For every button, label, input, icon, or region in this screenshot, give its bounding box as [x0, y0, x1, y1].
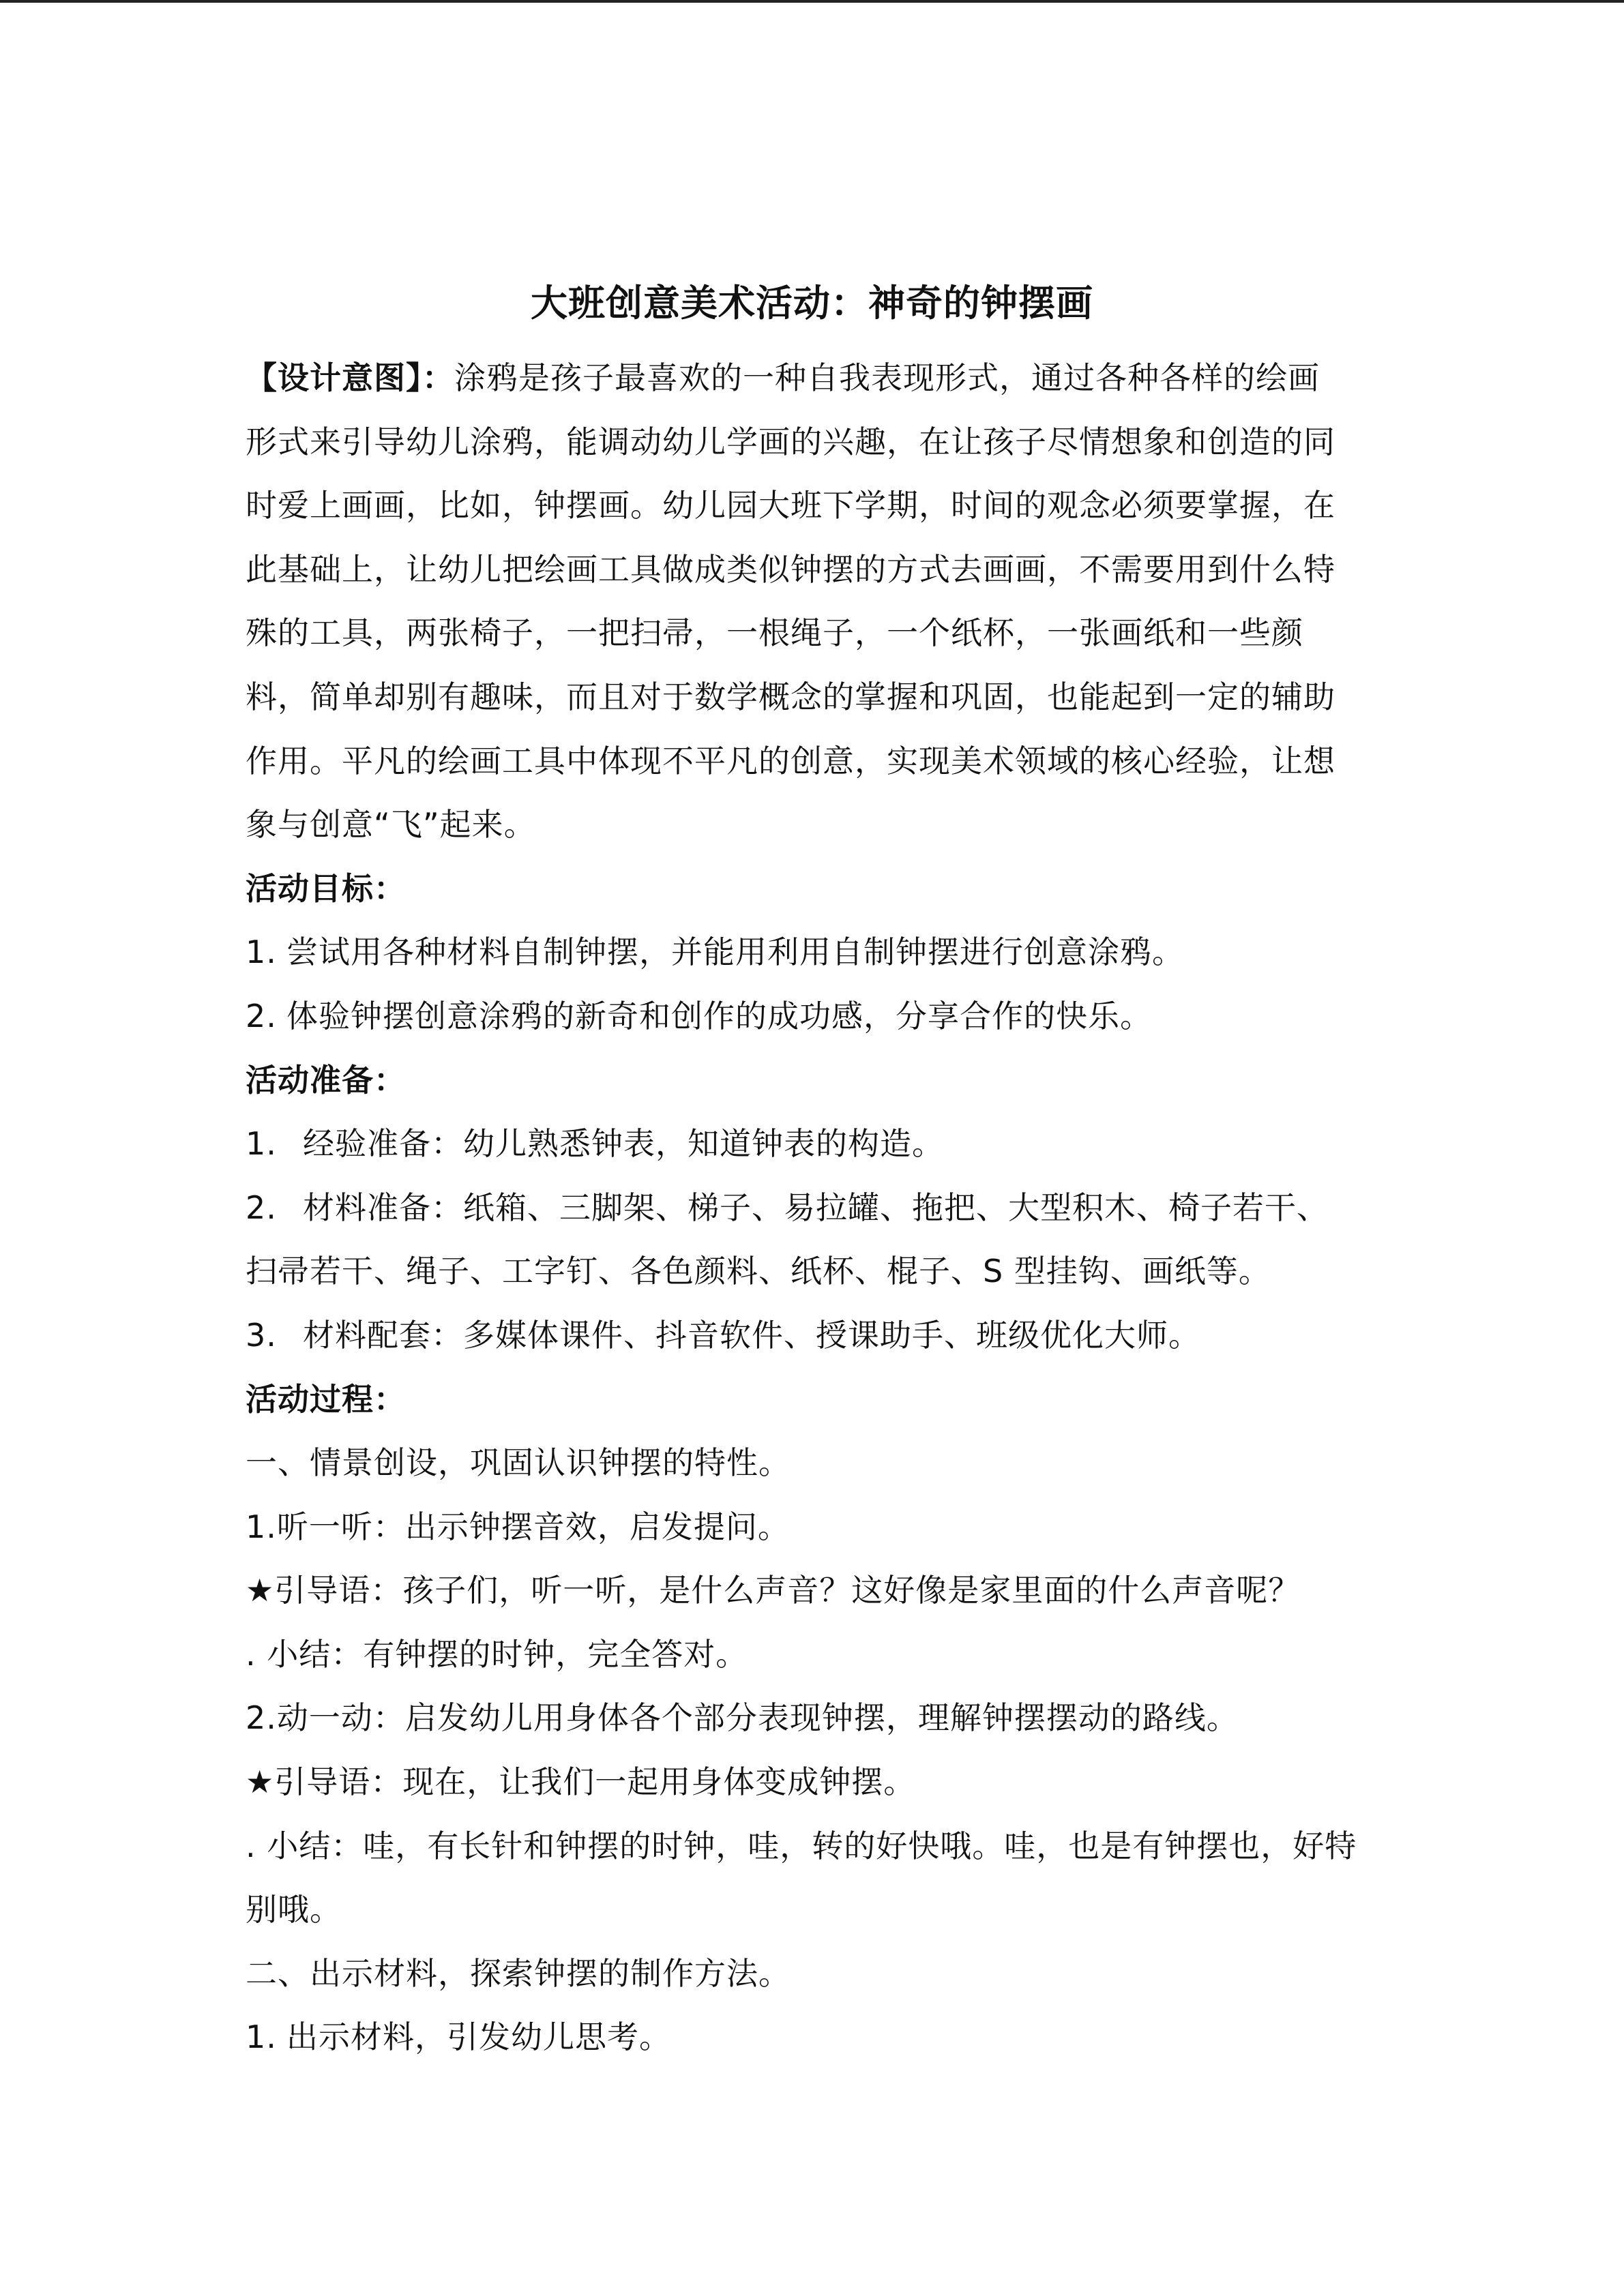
- process-line: 1.听一听：出示钟摆音效，启发提问。: [246, 1508, 790, 1545]
- process-line: 二、出示材料，探索钟摆的制作方法。: [246, 1954, 791, 1992]
- prep-item: [246, 1176, 1381, 1240]
- goals-heading: 活动目标：: [246, 869, 406, 907]
- goal-item: [246, 985, 1381, 1049]
- intent-line: 时爱上画画，比如，钟摆画。幼儿园大班下学期，时间的观念必须要掌握，在: [246, 487, 1335, 524]
- prep-text: 经验准备：幼儿熟悉钟表，知道钟表的构造。: [303, 1125, 944, 1163]
- process-line: . 小结：有钟摆的时钟，完全答对。: [246, 1635, 748, 1673]
- intent-label: 【设计意图】：: [246, 359, 454, 396]
- intent-line: 此基础上，让幼儿把绘画工具做成类似钟摆的方式去画画，不需要用到什么特: [246, 550, 1335, 588]
- process-line: ★引导语：孩子们，听一听，是什么声音？这好像是家里面的什么声音呢？: [246, 1572, 1301, 1609]
- prep-number: 3.: [246, 1316, 277, 1354]
- intent-line: 殊的工具，两张椅子，一把扫帚，一根绳子，一个纸杯，一张画纸和一些颜: [246, 614, 1303, 652]
- process-line: 一、情景创设，巩固认识钟摆的特性。: [246, 1444, 791, 1482]
- prep-item: [246, 1112, 1381, 1176]
- prep-item: [246, 1304, 1381, 1368]
- goal-text: 体验钟摆创意涂鸦的新奇和创作的成功感，分享合作的快乐。: [286, 997, 1152, 1034]
- process-line: 2.动一动：启发幼儿用身体各个部分表现钟摆，理解钟摆摆动的路线。: [246, 1699, 1239, 1737]
- prep-text: 材料配套：多媒体课件、抖音软件、授课助手、班级优化大师。: [303, 1316, 1200, 1354]
- prep-number: 1.: [246, 1125, 277, 1163]
- intent-line: 象与创意“飞”起来。: [246, 806, 536, 844]
- prep-item-continued: 扫帚若干、绳子、工字钉、各色颜料、纸杯、棍子、S 型挂钩、画纸等。: [246, 1253, 1271, 1290]
- process-line: . 小结：哇，有长针和钟摆的时钟，哇，转的好快哦。哇，也是有钟摆也，好特: [246, 1827, 1357, 1864]
- goal-text: 尝试用各种材料自制钟摆，并能用利用自制钟摆进行创意涂鸦。: [286, 934, 1184, 971]
- intent-line: 形式来引导幼儿涂鸦，能调动幼儿学画的兴趣，在让孩子尽情想象和创造的同: [246, 423, 1335, 460]
- document-body: [246, 346, 1381, 2070]
- intent-line: 作用。平凡的绘画工具中体现不平凡的创意，实现美术领域的核心经验，让想: [246, 742, 1335, 779]
- process-item: [246, 2006, 1381, 2070]
- prep-text: 材料准备：纸箱、三脚架、梯子、易拉罐、拖把、大型积木、椅子若干、: [303, 1189, 1329, 1226]
- process-line: 别哦。: [246, 1891, 342, 1928]
- process-heading: 活动过程：: [246, 1380, 406, 1418]
- intent-line: 料，简单却别有趣味，而且对于数学概念的掌握和巩固，也能起到一定的辅助: [246, 678, 1335, 715]
- page-title: 大班创意美术活动：神奇的钟摆画: [531, 282, 1093, 325]
- intent-text: 涂鸦是孩子最喜欢的一种自我表现形式，通过各种各样的绘画: [454, 359, 1320, 396]
- goal-number: 1.: [246, 934, 277, 971]
- intent-line: [246, 346, 1381, 411]
- goal-item: [246, 921, 1381, 985]
- prep-heading: 活动准备：: [246, 1061, 406, 1099]
- prep-number: 2.: [246, 1189, 277, 1226]
- process-text: 出示材料，引发幼儿思考。: [286, 2018, 671, 2056]
- process-number: 1.: [246, 2018, 277, 2056]
- process-line: ★引导语：现在，让我们一起用身体变成钟摆。: [246, 1763, 916, 1801]
- goal-number: 2.: [246, 997, 277, 1034]
